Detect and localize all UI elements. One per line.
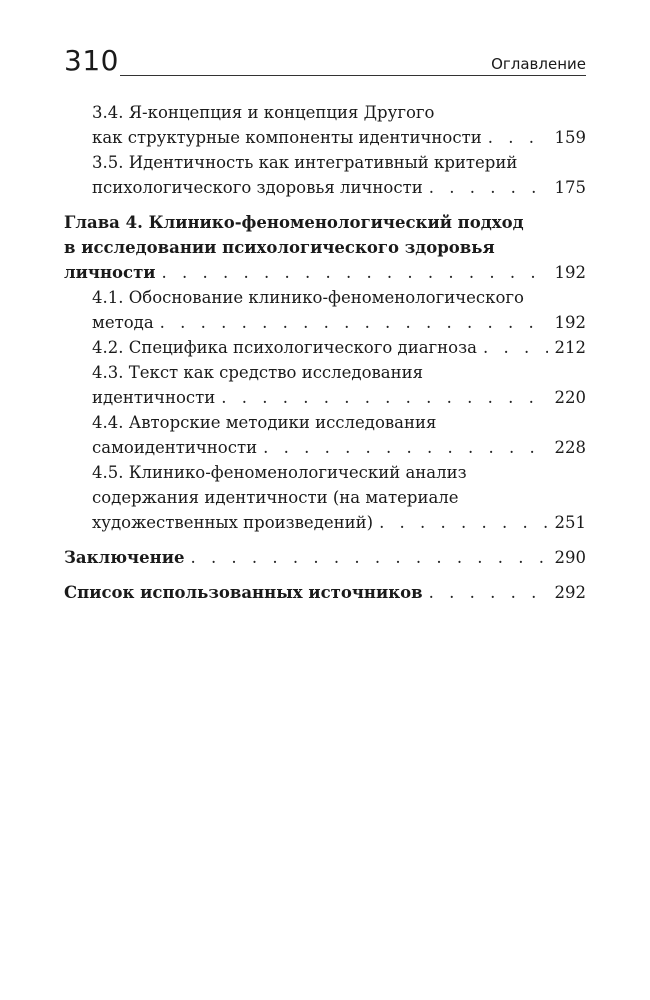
dot-leader — [160, 310, 548, 335]
toc-entry-text: как структурные компоненты идентичности — [92, 128, 482, 147]
toc-entry-text: самоидентичности — [92, 438, 258, 457]
toc-page-number: 292 — [554, 583, 586, 602]
toc-page-number: 228 — [554, 438, 586, 457]
toc-leader-line — [64, 260, 586, 285]
toc-page-number: 159 — [554, 128, 586, 147]
toc-entry-text: метода — [92, 313, 154, 332]
page-number: 310 — [64, 44, 119, 77]
toc-entry-3-5 — [64, 150, 586, 200]
toc-leader-line — [64, 545, 586, 570]
toc-entry-text: идентичности — [92, 388, 216, 407]
toc-entry-4-5 — [64, 460, 586, 535]
toc-entry-title: Список использованных источников — [64, 583, 423, 602]
toc-leader-line — [92, 335, 586, 360]
dot-leader — [162, 260, 548, 285]
toc-page-number: 220 — [554, 388, 586, 407]
toc-chapter-title: Глава 4. Клинико-феноменологический подход — [64, 213, 524, 232]
toc-chapter-title: в исследовании психологического здоровья — [64, 238, 495, 257]
dot-leader — [221, 385, 548, 410]
toc-entry-conclusion — [64, 545, 586, 570]
toc-leader-line — [92, 435, 586, 460]
toc-leader-line — [92, 175, 586, 200]
toc-entry-4-3 — [64, 360, 586, 410]
toc-leader-line — [64, 580, 586, 605]
toc-page-number: 175 — [554, 178, 586, 197]
toc-entry-4-2 — [64, 335, 586, 360]
dot-leader — [190, 545, 548, 570]
dot-leader — [379, 510, 548, 535]
page-header — [64, 44, 586, 78]
table-of-contents — [64, 100, 586, 605]
toc-chapter-title: личности — [64, 263, 156, 282]
toc-entry-text: содержания идентичности (на материале — [92, 488, 459, 507]
toc-entry-text: 4.5. Клинико-феноменологический анализ — [92, 463, 467, 482]
dot-leader — [488, 125, 548, 150]
toc-page-number: 251 — [554, 513, 586, 532]
toc-leader-line — [92, 125, 586, 150]
toc-page-number: 192 — [554, 313, 586, 332]
toc-entry-title: Заключение — [64, 548, 185, 567]
toc-entry-text: 4.4. Авторские методики исследования — [92, 413, 437, 432]
toc-entry-text: психологического здоровья личности — [92, 178, 423, 197]
toc-leader-line — [92, 510, 586, 535]
toc-leader-line — [92, 385, 586, 410]
dot-leader — [263, 435, 548, 460]
toc-page-number: 192 — [554, 263, 586, 282]
toc-chapter-4 — [64, 210, 586, 285]
toc-entry-3-4 — [64, 100, 586, 150]
toc-entry-text: 4.2. Специфика психологического диагноза — [92, 338, 477, 357]
toc-leader-line — [92, 310, 586, 335]
toc-entry-4-1 — [64, 285, 586, 335]
toc-entry-4-4 — [64, 410, 586, 460]
toc-page-number: 290 — [554, 548, 586, 567]
running-head: Оглавление — [491, 55, 586, 73]
toc-entry-text: 3.5. Идентичность как интегративный критерий — [92, 153, 518, 172]
toc-entry-text: 4.3. Текст как средство исследования — [92, 363, 424, 382]
dot-leader — [429, 580, 548, 605]
header-rule — [120, 75, 586, 76]
dot-leader — [429, 175, 548, 200]
toc-entry-text: 4.1. Обоснование клинико-феноменологического — [92, 288, 524, 307]
toc-entry-references — [64, 580, 586, 605]
toc-entry-text: художественных произведений) — [92, 513, 374, 532]
toc-entry-text: 3.4. Я-концепция и концепция Другого — [92, 103, 435, 122]
toc-page-number: 212 — [554, 338, 586, 357]
dot-leader — [483, 335, 548, 360]
